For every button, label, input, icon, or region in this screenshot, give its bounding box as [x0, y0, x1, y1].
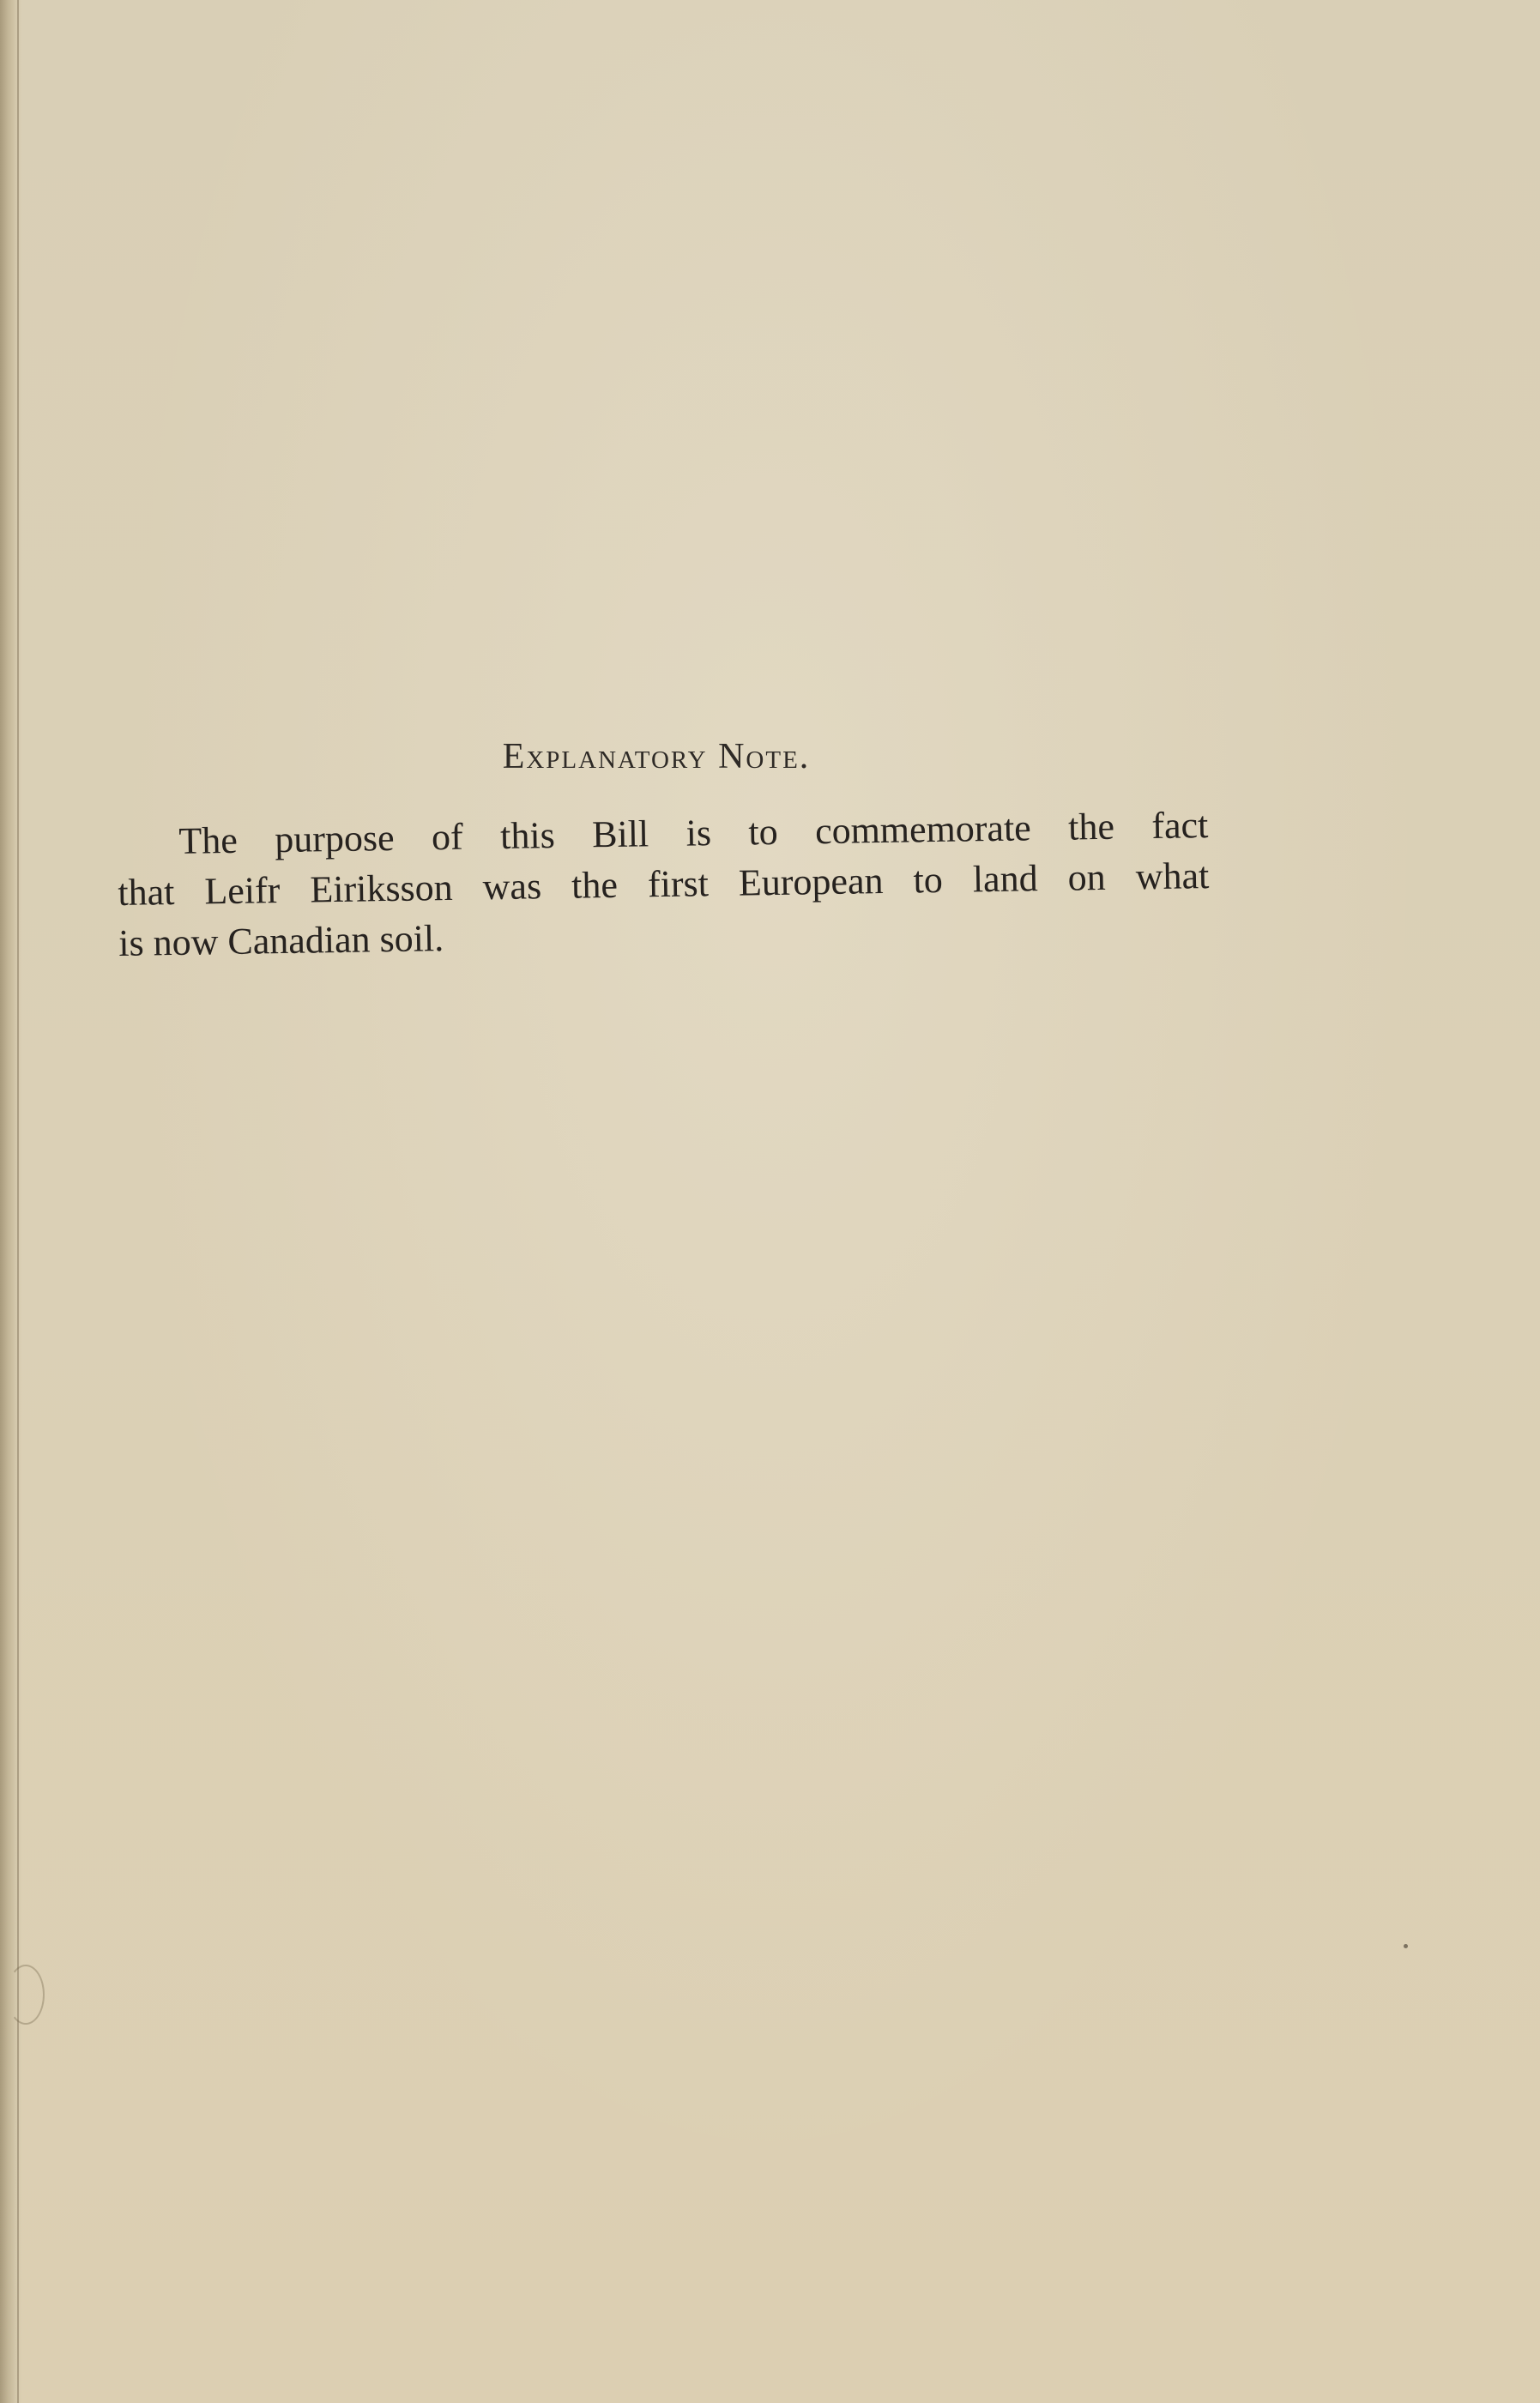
body-line: that Leifr Eiriksson was the first European to land on what [118, 854, 1210, 914]
page-edge-line [17, 0, 19, 2403]
body-line: The purpose of this Bill is to commemorate the fact [178, 804, 1209, 862]
binding-edge [0, 0, 22, 2403]
explanatory-note-body [117, 800, 1211, 969]
body-line: is now Canadian soil. [118, 917, 444, 964]
binding-hole-mark [7, 1965, 45, 2025]
explanatory-note-heading: Explanatory Note. [502, 737, 811, 776]
ink-speck [1404, 1944, 1408, 1948]
